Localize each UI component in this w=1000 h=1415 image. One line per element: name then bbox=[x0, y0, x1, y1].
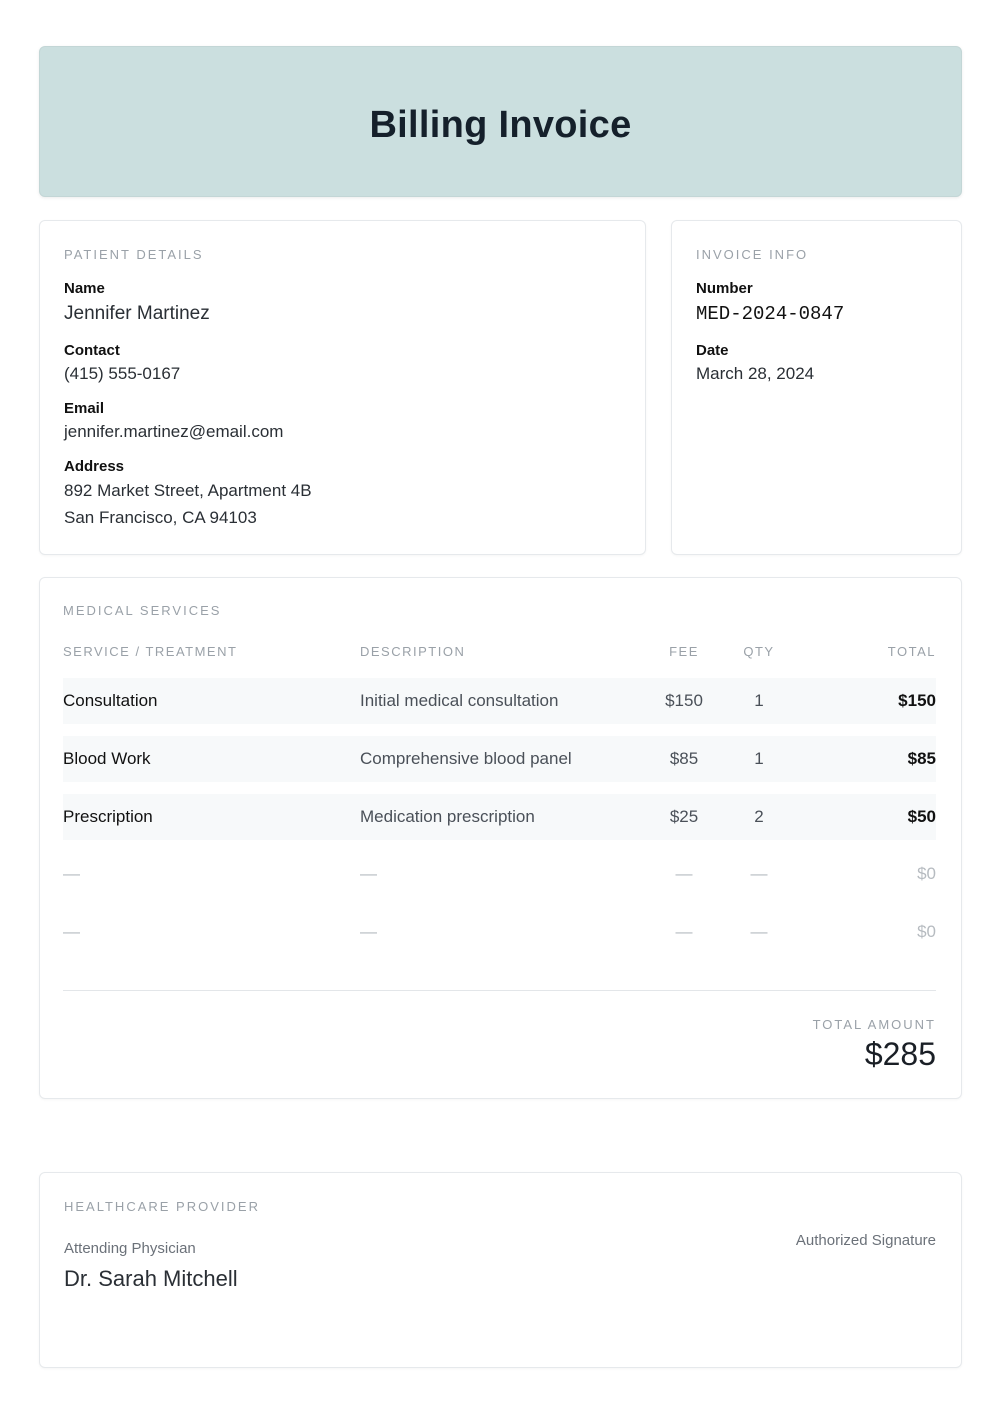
page-title: Billing Invoice bbox=[369, 104, 632, 146]
service-name: — bbox=[63, 864, 80, 883]
invoice-header bbox=[39, 46, 962, 197]
service-name: Prescription bbox=[63, 807, 153, 826]
column-header-total: TOTAL bbox=[887, 644, 936, 659]
service-qty: 2 bbox=[754, 807, 764, 826]
total-divider bbox=[63, 990, 936, 991]
service-fee: — bbox=[675, 864, 693, 883]
address-label: Address bbox=[64, 458, 125, 475]
address-line-2: San Francisco, CA 94103 bbox=[64, 508, 257, 527]
service-description: — bbox=[360, 864, 377, 883]
column-header-service: SERVICE / TREATMENT bbox=[63, 644, 238, 659]
patient-section-label: PATIENT DETAILS bbox=[64, 247, 204, 262]
total-amount: $285 bbox=[864, 1036, 936, 1072]
invoice-number: MED-2024-0847 bbox=[696, 303, 845, 325]
service-qty: — bbox=[750, 922, 768, 941]
invoice-info-card bbox=[671, 220, 962, 555]
service-total: $0 bbox=[917, 922, 936, 941]
healthcare-provider-card bbox=[39, 1172, 962, 1368]
table-row bbox=[63, 794, 936, 840]
patient-details-card bbox=[39, 220, 646, 555]
number-label: Number bbox=[696, 280, 753, 297]
service-fee: $150 bbox=[665, 691, 703, 710]
service-total: $150 bbox=[898, 691, 936, 710]
signature-label: Authorized Signature bbox=[795, 1232, 936, 1249]
service-qty: 1 bbox=[754, 691, 764, 710]
service-name: — bbox=[63, 922, 80, 941]
table-row bbox=[63, 909, 936, 955]
service-fee: $85 bbox=[669, 749, 699, 768]
service-fee: $25 bbox=[669, 807, 699, 826]
patient-contact: (415) 555-0167 bbox=[64, 364, 181, 383]
total-amount-label: TOTAL AMOUNT bbox=[812, 1017, 936, 1032]
service-name: Consultation bbox=[63, 691, 158, 710]
invoice-date: March 28, 2024 bbox=[696, 364, 815, 383]
service-description: Initial medical consultation bbox=[360, 691, 559, 710]
physician-name: Dr. Sarah Mitchell bbox=[64, 1266, 238, 1291]
service-qty: 1 bbox=[754, 749, 764, 768]
column-header-description: DESCRIPTION bbox=[360, 644, 466, 659]
service-total: $0 bbox=[917, 864, 936, 883]
services-section-label: MEDICAL SERVICES bbox=[63, 603, 222, 618]
table-row bbox=[63, 851, 936, 897]
patient-email: jennifer.martinez@email.com bbox=[64, 422, 284, 441]
email-label: Email bbox=[64, 400, 105, 417]
physician-label: Attending Physician bbox=[64, 1240, 196, 1257]
service-name: Blood Work bbox=[63, 749, 151, 768]
table-row bbox=[63, 678, 936, 724]
service-description: Medication prescription bbox=[360, 807, 535, 826]
name-label: Name bbox=[64, 280, 105, 297]
invoice-section-label: INVOICE INFO bbox=[696, 247, 809, 262]
address-line-1: 892 Market Street, Apartment 4B bbox=[64, 481, 312, 500]
service-total: $85 bbox=[907, 749, 936, 768]
service-description: — bbox=[360, 922, 377, 941]
contact-label: Contact bbox=[64, 342, 120, 359]
patient-name: Jennifer Martinez bbox=[64, 303, 210, 324]
column-header-fee: FEE bbox=[669, 644, 699, 659]
provider-section-label: HEALTHCARE PROVIDER bbox=[64, 1199, 260, 1214]
date-label: Date bbox=[696, 342, 729, 359]
service-qty: — bbox=[750, 864, 768, 883]
service-description: Comprehensive blood panel bbox=[360, 749, 572, 768]
service-total: $50 bbox=[907, 807, 936, 826]
service-fee: — bbox=[675, 922, 693, 941]
table-row bbox=[63, 736, 936, 782]
column-header-qty: QTY bbox=[743, 644, 775, 659]
